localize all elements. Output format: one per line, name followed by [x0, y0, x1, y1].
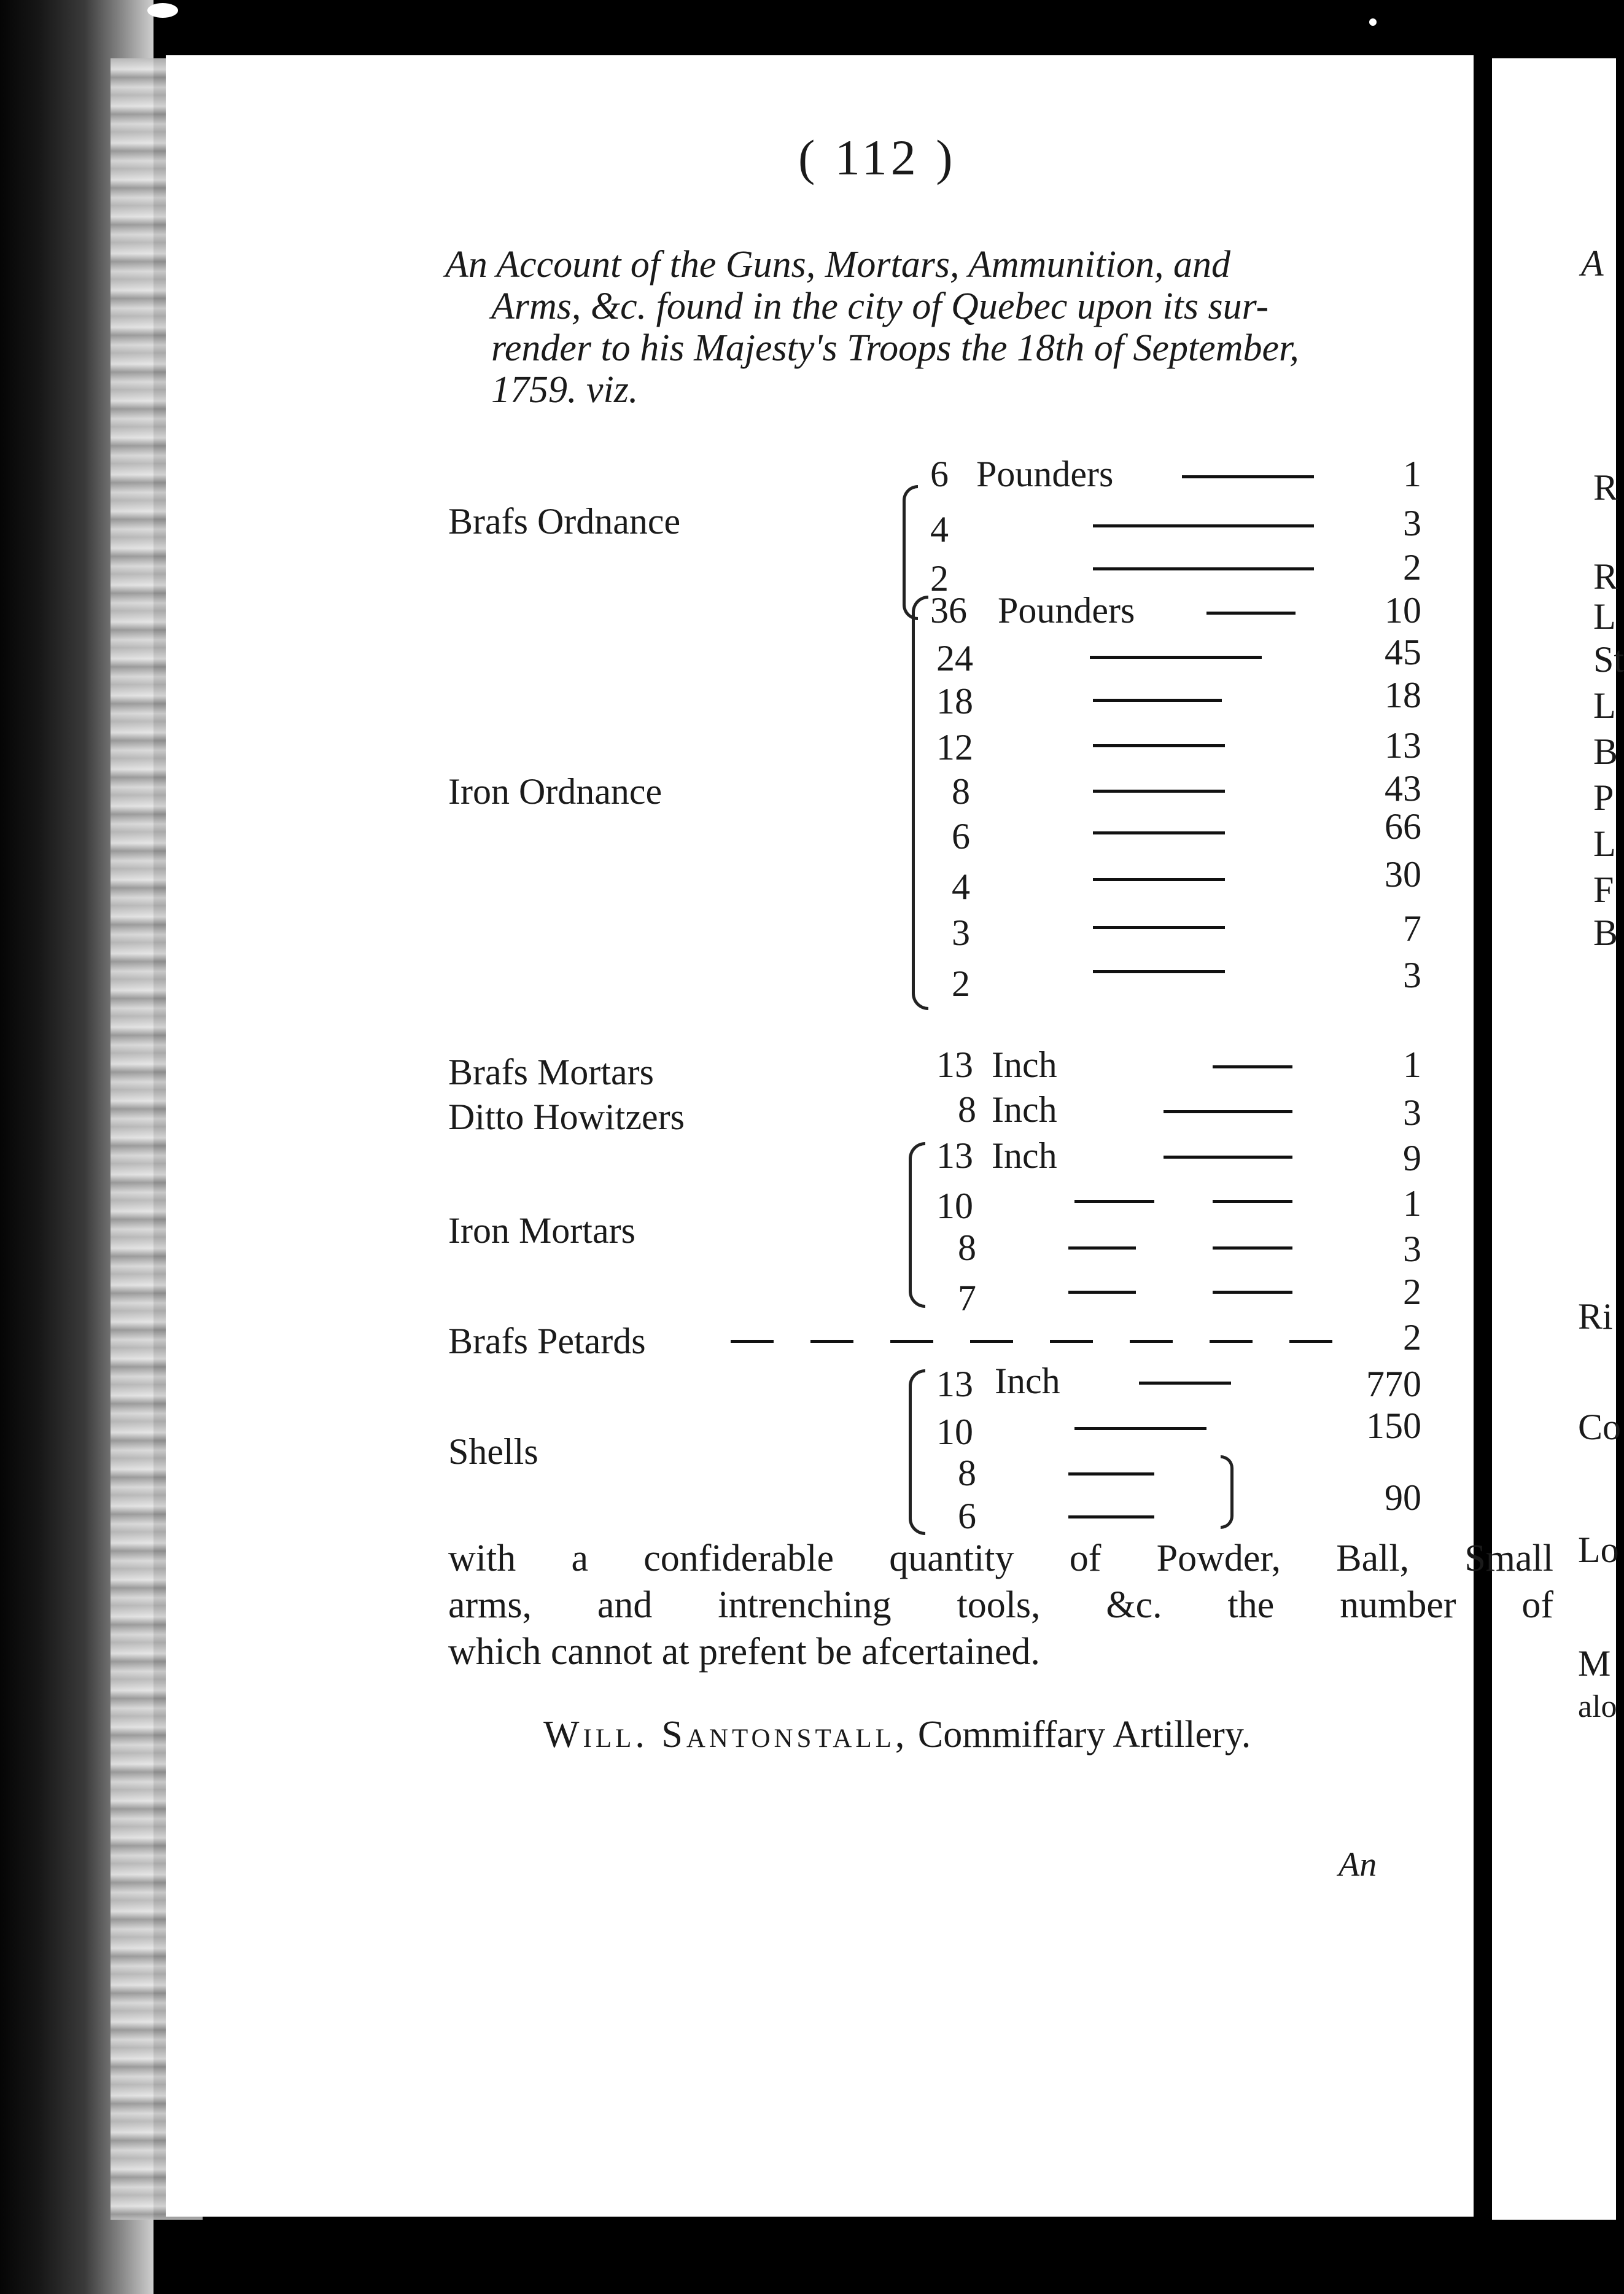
leader-line — [1074, 1427, 1206, 1430]
title-line: Arms, &c. found in the city of Quebec upon its sur- — [491, 286, 1269, 327]
leader-line — [890, 1340, 933, 1343]
size-value: 10 — [936, 1412, 973, 1452]
count-value: 18 — [1385, 675, 1421, 715]
count-value: 1 — [1403, 1183, 1421, 1224]
category-label: Shells — [448, 1431, 538, 1472]
count-value: 770 — [1366, 1364, 1421, 1404]
size-value: 6 — [952, 816, 970, 857]
category-label: Brafs Petards — [448, 1321, 646, 1361]
size-value: 6 — [958, 1496, 976, 1536]
facing-letter: B — [1593, 912, 1618, 953]
closing-line: with a confiderable quantity of Powder, Ball, Small — [448, 1538, 1553, 1579]
facing-letter: L — [1593, 685, 1616, 726]
size-value: 6 — [930, 454, 949, 494]
count-value: 90 — [1385, 1477, 1421, 1518]
leader-line — [970, 1340, 1013, 1343]
facing-letter: R — [1593, 467, 1618, 508]
leader-line — [731, 1340, 774, 1343]
catchword: An — [1338, 1846, 1377, 1884]
facing-letter: Ri — [1578, 1296, 1613, 1337]
leader-line — [1068, 1291, 1136, 1294]
leader-line — [1182, 475, 1314, 478]
unit-label: Inch — [995, 1361, 1060, 1401]
leader-line — [1093, 926, 1225, 929]
leader-line — [1164, 1156, 1292, 1159]
facing-letter: St — [1593, 639, 1624, 680]
count-value: 30 — [1385, 854, 1421, 895]
count-value: 7 — [1403, 908, 1421, 949]
unit-label: Pounders — [976, 454, 1114, 494]
leader-line — [1068, 1472, 1154, 1476]
facing-letter: L — [1593, 823, 1616, 864]
size-value: 18 — [936, 681, 973, 721]
count-value: 2 — [1403, 1272, 1421, 1312]
leader-line — [1139, 1382, 1231, 1385]
size-value: 13 — [936, 1364, 973, 1404]
count-value: 3 — [1403, 1229, 1421, 1269]
count-value: 66 — [1385, 806, 1421, 847]
leader-line — [1206, 612, 1296, 615]
size-value: 8 — [958, 1089, 976, 1130]
facing-page — [1492, 58, 1624, 2220]
unit-label: Inch — [992, 1089, 1057, 1130]
signature — [543, 1713, 1251, 1757]
count-value: 3 — [1403, 955, 1421, 995]
scan-speck — [1369, 18, 1377, 26]
leader-line — [1074, 1200, 1154, 1203]
brace — [903, 485, 918, 620]
signature-title: Commiffary Artillery. — [917, 1714, 1251, 1755]
count-value: 1 — [1403, 1044, 1421, 1085]
brace — [909, 1142, 925, 1308]
leader-line — [1213, 1065, 1292, 1068]
category-label: Brafs Mortars — [448, 1052, 654, 1092]
unit-label: Inch — [992, 1135, 1057, 1176]
size-value: 2 — [952, 963, 970, 1004]
closing-line: which cannot at prefent be afcertained. — [448, 1631, 1040, 1673]
brace — [912, 596, 928, 1010]
size-value: 13 — [936, 1044, 973, 1085]
facing-letter: L — [1593, 596, 1616, 637]
size-value: 4 — [952, 866, 970, 907]
leader-line — [1213, 1200, 1292, 1203]
leader-line — [1213, 1291, 1292, 1294]
title-line: An Account of the Guns, Mortars, Ammunition, and — [445, 244, 1230, 286]
leader-line — [1090, 656, 1262, 659]
facing-letter: Lo — [1578, 1530, 1619, 1570]
title-line: 1759. viz. — [491, 369, 639, 411]
leader-line — [1210, 1340, 1253, 1343]
size-value: 10 — [936, 1186, 973, 1226]
scan-speck — [147, 3, 178, 18]
size-value: 8 — [952, 771, 970, 812]
count-value: 1 — [1403, 454, 1421, 494]
leader-line — [1050, 1340, 1093, 1343]
size-value: 24 — [936, 638, 973, 678]
count-value: 13 — [1385, 725, 1421, 766]
size-value: 13 — [936, 1135, 973, 1176]
leader-line — [1093, 831, 1225, 834]
brace — [1221, 1455, 1234, 1529]
count-value: 3 — [1403, 503, 1421, 543]
leader-line — [810, 1340, 853, 1343]
leader-line — [1068, 1246, 1136, 1250]
title-line: render to his Majesty's Troops the 18th of September, — [491, 327, 1299, 369]
category-label: Brafs Ordnance — [448, 501, 681, 542]
unit-label: Pounders — [998, 590, 1135, 631]
page-number: ( 112 ) — [798, 130, 957, 185]
facing-letter: P — [1593, 777, 1614, 818]
category-label: Iron Mortars — [448, 1210, 635, 1251]
count-value: 43 — [1385, 768, 1421, 809]
count-value: 3 — [1403, 1092, 1421, 1133]
facing-letter: M — [1578, 1643, 1611, 1684]
leader-line — [1093, 699, 1222, 702]
size-value: 3 — [952, 912, 970, 953]
count-value: 45 — [1385, 632, 1421, 672]
unit-label: Inch — [992, 1044, 1057, 1085]
leader-line — [1093, 878, 1225, 881]
size-value: 2 — [930, 558, 949, 599]
size-value: 4 — [930, 509, 949, 550]
size-value: 12 — [936, 727, 973, 768]
signature-name: Will. Santonstall, — [543, 1714, 909, 1755]
leader-line — [1093, 744, 1225, 747]
size-value: 7 — [958, 1278, 976, 1318]
facing-letter: Co — [1578, 1407, 1622, 1447]
category-label: Ditto Howitzers — [448, 1097, 685, 1137]
facing-letter: alo — [1578, 1689, 1617, 1724]
book-page — [166, 55, 1553, 2217]
page-divider — [1474, 49, 1492, 2235]
leader-line — [1093, 970, 1225, 973]
closing-line: arms, and intrenching tools, &c. the number of — [448, 1584, 1553, 1626]
leader-line — [1093, 524, 1314, 527]
leader-line — [1093, 790, 1225, 793]
facing-letter: R — [1593, 556, 1618, 597]
facing-letter: F — [1593, 869, 1614, 910]
count-value: 9 — [1403, 1138, 1421, 1178]
size-value: 8 — [958, 1227, 976, 1268]
leader-line — [1289, 1340, 1332, 1343]
brace — [909, 1369, 925, 1535]
leader-line — [1164, 1110, 1292, 1113]
count-value: 10 — [1385, 590, 1421, 631]
category-label: Iron Ordnance — [448, 771, 662, 812]
leader-line — [1130, 1340, 1173, 1343]
size-value: 36 — [930, 590, 967, 631]
count-value: 150 — [1366, 1406, 1421, 1446]
facing-letter: B — [1593, 731, 1618, 772]
leader-line — [1068, 1515, 1154, 1518]
leader-line — [1213, 1246, 1292, 1250]
facing-letter: A — [1581, 243, 1604, 284]
leader-line — [1093, 567, 1314, 570]
count-value: 2 — [1403, 1317, 1421, 1358]
count-value: 2 — [1403, 547, 1421, 588]
size-value: 8 — [958, 1453, 976, 1493]
